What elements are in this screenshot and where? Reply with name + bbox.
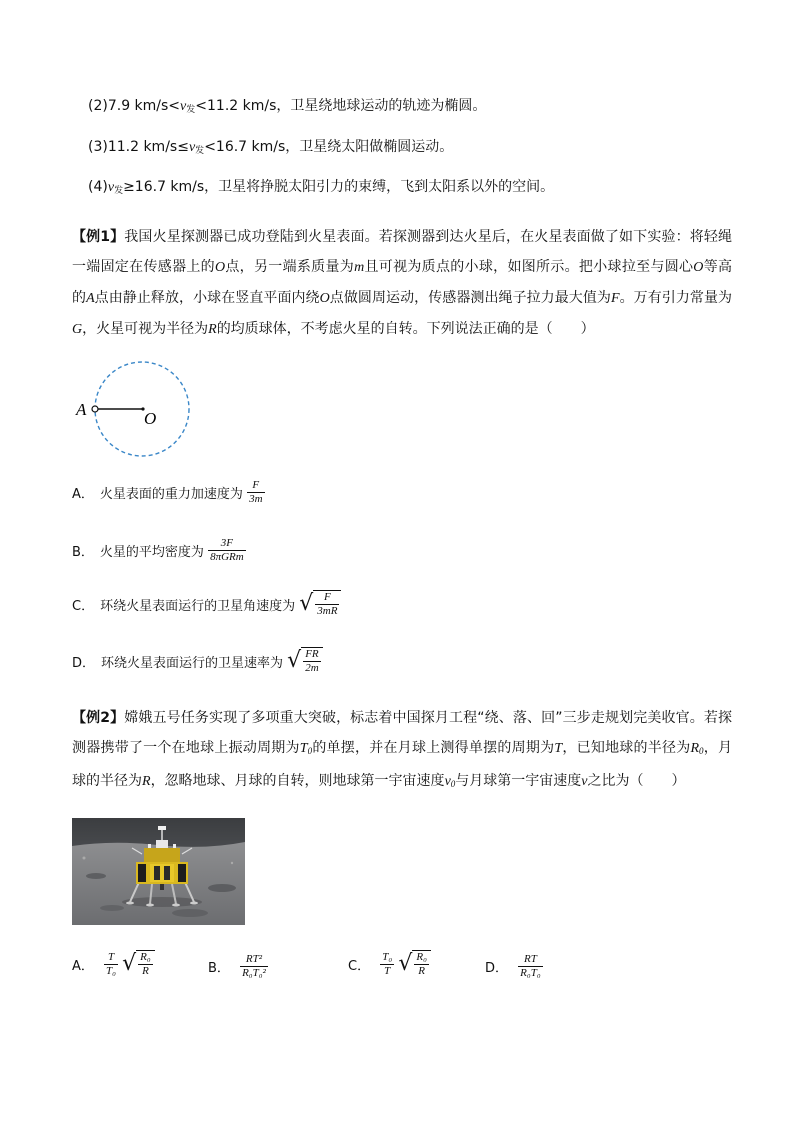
example-1-option-d[interactable] [72, 647, 323, 675]
subscript: 发 [195, 146, 205, 156]
option-label: D． [485, 961, 509, 976]
circle-figure [70, 360, 200, 462]
lunar-lander-photo [72, 818, 245, 925]
var: O [214, 260, 226, 275]
square-root [299, 590, 341, 618]
var: v [581, 774, 588, 789]
text: 的均质球体，不考虑火星的自转。下列说法正确的是（ ） [216, 321, 595, 337]
square-root [122, 950, 155, 978]
var: T [554, 741, 563, 756]
text: 的单摆，并在月球上测得单摆的周期为 [312, 740, 555, 756]
text: 点做圆周运动，传感器测出绳子拉力最大值为 [329, 290, 611, 306]
option-label: B． [208, 961, 230, 976]
var-v: v [188, 140, 196, 155]
denominator: 2m [305, 662, 319, 674]
subscript: 0 [450, 779, 456, 789]
denominator: R [142, 965, 149, 977]
speed-line-3 [88, 137, 453, 161]
numerator: F [315, 591, 339, 605]
example-2-option-c[interactable] [348, 950, 431, 978]
text: (4) [88, 179, 108, 195]
numerator: F [247, 479, 264, 493]
option-text: 环绕火星表面运行的卫星速率为 [101, 655, 284, 671]
numerator: RT [518, 953, 543, 967]
example-1-question [72, 222, 732, 345]
text: ，月球的半径为 [72, 740, 733, 789]
option-label: A． [72, 958, 94, 974]
option-label: B． [72, 545, 94, 560]
example-2-option-a[interactable] [72, 950, 155, 978]
text: ≥16.7 km/s，卫星将挣脱太阳引力的束缚，飞到太阳系以外的空间。 [123, 179, 555, 195]
fraction [138, 951, 153, 978]
example-2-option-d[interactable] [485, 953, 543, 980]
denominator: 3m [249, 493, 263, 505]
var: R [208, 322, 217, 337]
square-root [398, 950, 431, 978]
fraction [208, 537, 246, 564]
example-1-option-c[interactable] [72, 590, 341, 618]
denominator: R [418, 965, 425, 977]
option-label: C． [348, 958, 371, 974]
text: (2)7.9 km/s< [88, 98, 181, 114]
speed-line-4 [88, 177, 554, 201]
var: R [690, 741, 700, 756]
example-2-question [72, 703, 732, 799]
var: A [86, 291, 95, 306]
radical-sign: √ [287, 648, 302, 673]
example-1-option-a[interactable] [72, 479, 265, 506]
var: F [610, 291, 620, 306]
numerator: FR [305, 648, 319, 660]
fraction [315, 591, 339, 618]
text: <11.2 km/s，卫星绕地球运动的轨迹为椭圆。 [195, 98, 487, 114]
radical-sign: √ [122, 951, 137, 976]
square-root [287, 647, 322, 675]
text: 与月球第一宇宙速度 [455, 773, 582, 789]
option-text: 火星表面的重力加速度为 [99, 487, 243, 502]
var: T [299, 741, 308, 756]
text: ，已知地球的半径为 [562, 740, 691, 756]
fraction [247, 479, 264, 506]
numerator: R₀ [140, 951, 151, 963]
label-a: A [76, 400, 87, 419]
fraction [303, 648, 320, 675]
option-label: A． [72, 487, 94, 502]
var: v [444, 774, 451, 789]
denominator: T [384, 964, 391, 977]
text: (3)11.2 km/s≤ [88, 139, 189, 155]
text: 我国火星探测器已成功登陆到火星表面。若探测器到达火星后，在火星表面做了如下实验：将轻绳一端固定在传感器上的 [72, 229, 733, 275]
speed-line-2 [88, 96, 486, 120]
subscript: 0 [699, 746, 704, 756]
text: 。万有引力常量为 [619, 290, 733, 306]
subscript: 0 [307, 746, 313, 756]
var: O [319, 291, 330, 306]
text: ，火星可视为半径为 [82, 321, 209, 337]
text: 点，另一端系质量为 [225, 259, 355, 275]
denominator: R₀T₀² [242, 967, 266, 979]
text: 之比为（ ） [587, 773, 686, 789]
var: O [693, 260, 704, 275]
var: R [142, 774, 151, 789]
text: 且可视为质点的小球，如图所示。把小球拉至与圆心 [364, 259, 694, 275]
numerator: 3F [208, 537, 246, 551]
example-2-option-b[interactable] [208, 953, 268, 980]
text: 嫦娥五号任务实现了多项重大突破，标志着中国探月工程“绕、落、回”三步走规划完美收官。若探测器携带了一个在地球上振动周期为 [72, 710, 732, 756]
denominator: R₀T₀ [520, 967, 541, 979]
fraction [240, 953, 268, 980]
radical-sign: √ [398, 951, 413, 976]
subscript: 发 [114, 186, 124, 196]
numerator: T [104, 951, 118, 965]
var-v: v [107, 180, 115, 195]
denominator: T₀ [106, 964, 116, 977]
label-o: O [144, 409, 157, 428]
subscript: 发 [186, 105, 196, 115]
numerator: RT² [240, 953, 268, 967]
option-label: D． [72, 655, 96, 671]
radical-sign: √ [299, 591, 314, 616]
denominator: 8πGRm [210, 551, 244, 563]
numerator: R₀ [416, 951, 427, 963]
numerator: T₀ [382, 950, 393, 963]
option-label: C． [72, 598, 95, 614]
fraction [414, 951, 429, 978]
text: ，忽略地球、月球的自转，则地球第一宇宙速度 [150, 773, 445, 789]
example-tag: 【例2】 [72, 710, 125, 726]
denominator: 3mR [317, 605, 338, 617]
example-1-option-b[interactable] [72, 537, 246, 564]
text: 等高的 [72, 259, 733, 306]
text: 点由静止释放，小球在竖直平面内绕 [94, 290, 320, 306]
option-text: 火星的平均密度为 [99, 545, 204, 560]
var: G [72, 322, 83, 337]
var-v: v [180, 99, 187, 114]
fraction [104, 951, 118, 978]
ball-point-a [92, 406, 98, 412]
fraction [380, 951, 394, 978]
var: m [354, 260, 365, 275]
fraction [518, 953, 543, 980]
option-text: 环绕火星表面运行的卫星角速度为 [100, 598, 296, 614]
text: <16.7 km/s，卫星绕太阳做椭圆运动。 [204, 139, 454, 155]
example-tag: 【例1】 [72, 229, 125, 245]
